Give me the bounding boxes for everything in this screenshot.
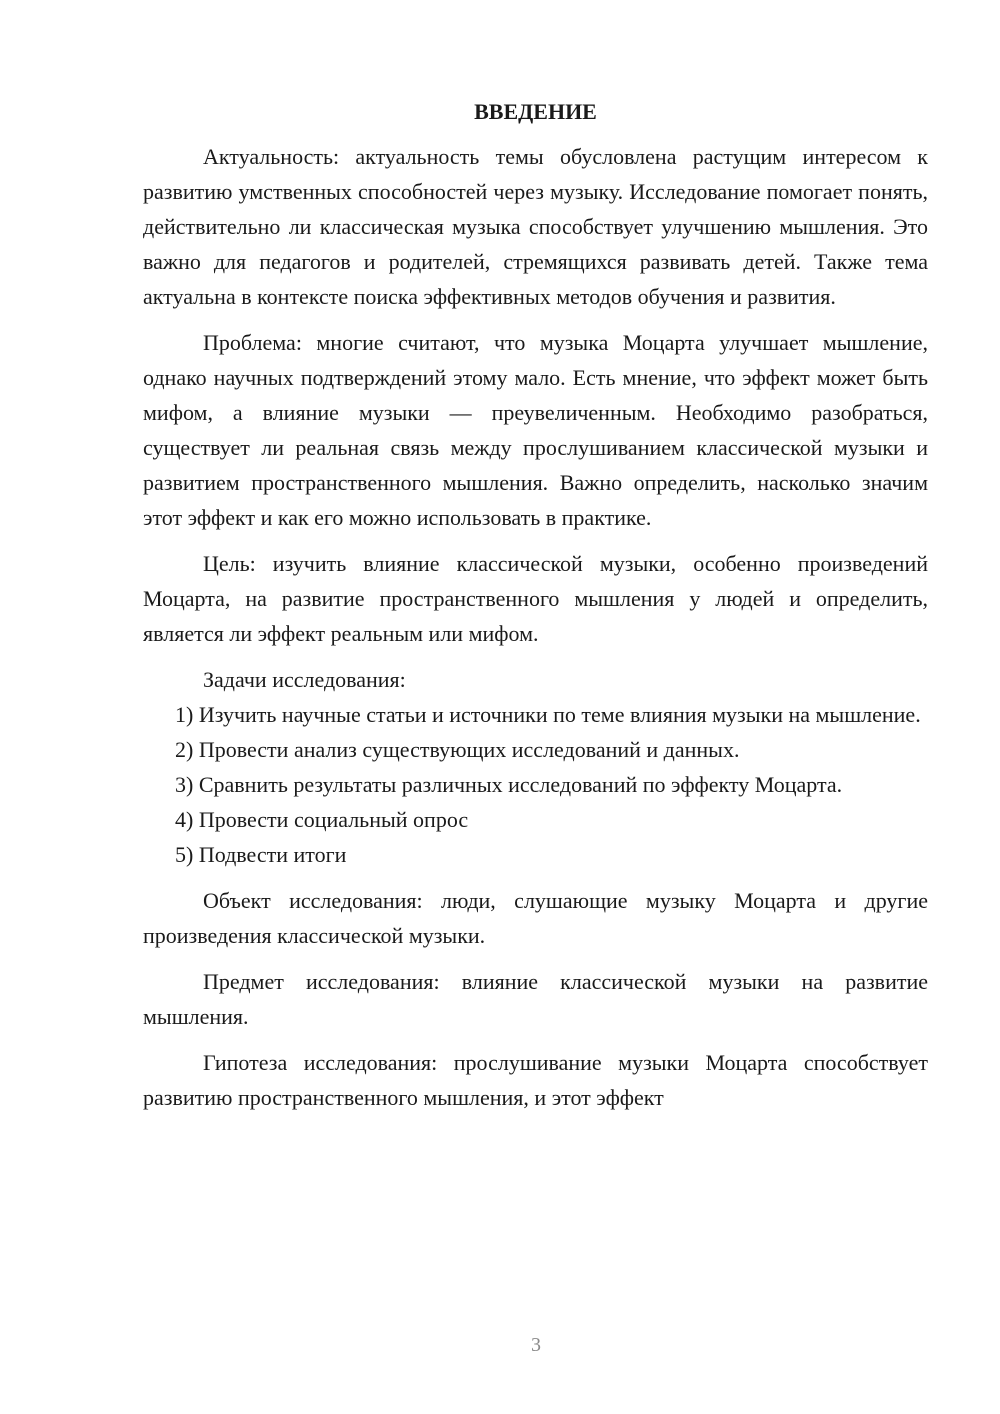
page-title: ВВЕДЕНИЕ <box>474 99 597 124</box>
task-item-3: 3) Сравнить результаты различных исследований по эффекту Моцарта. <box>175 772 843 797</box>
tasks-title: Задачи исследования: <box>203 667 406 692</box>
task-item-1: 1) Изучить научные статьи и источники по теме влияния музыки на мышление. <box>175 702 921 727</box>
page-number: 3 <box>531 1334 541 1356</box>
task-item-5: 5) Подвести итоги <box>175 842 347 867</box>
goal-paragraph: Цель: изучить влияние классической музыки, особенно произведений Моцарта, на развитие пространственного мышления у людей и определить, является ли эффект реальным или мифом. <box>143 551 928 646</box>
hypothesis-paragraph: Гипотеза исследования: прослушивание музыки Моцарта способствует развитию пространственного мышления, и этот эффект <box>143 1050 928 1110</box>
problem-paragraph: Проблема: многие считают, что музыка Моцарта улучшает мышление, однако научных подтверждений этому мало. Есть мнение, что эффект может быть мифом, а влияние музыки — преувеличенным. Необходимо разобраться, существует ли реальная связь между прослушиванием классической музыки и развитием пространственного мышления. Важно определить, насколько значим этот эффект и как его можно использовать в практике. <box>143 330 928 530</box>
page-body <box>143 94 928 1115</box>
task-item-4: 4) Провести социальный опрос <box>175 807 469 832</box>
relevance-paragraph: Актуальность: актуальность темы обусловлена растущим интересом к развитию умственных способностей через музыку. Исследование помогает понять, действительно ли классическая музыка способствует улучшению мышления. Это важно для педагогов и родителей, стремящихся развивать детей. Также тема актуальна в контексте поиска эффективных методов обучения и развития. <box>143 144 928 309</box>
object-paragraph: Объект исследования: люди, слушающие музыку Моцарта и другие произведения классической музыки. <box>143 888 928 948</box>
task-item-2: 2) Провести анализ существующих исследований и данных. <box>175 737 740 762</box>
subject-paragraph: Предмет исследования: влияние классической музыки на развитие мышления. <box>143 969 928 1029</box>
